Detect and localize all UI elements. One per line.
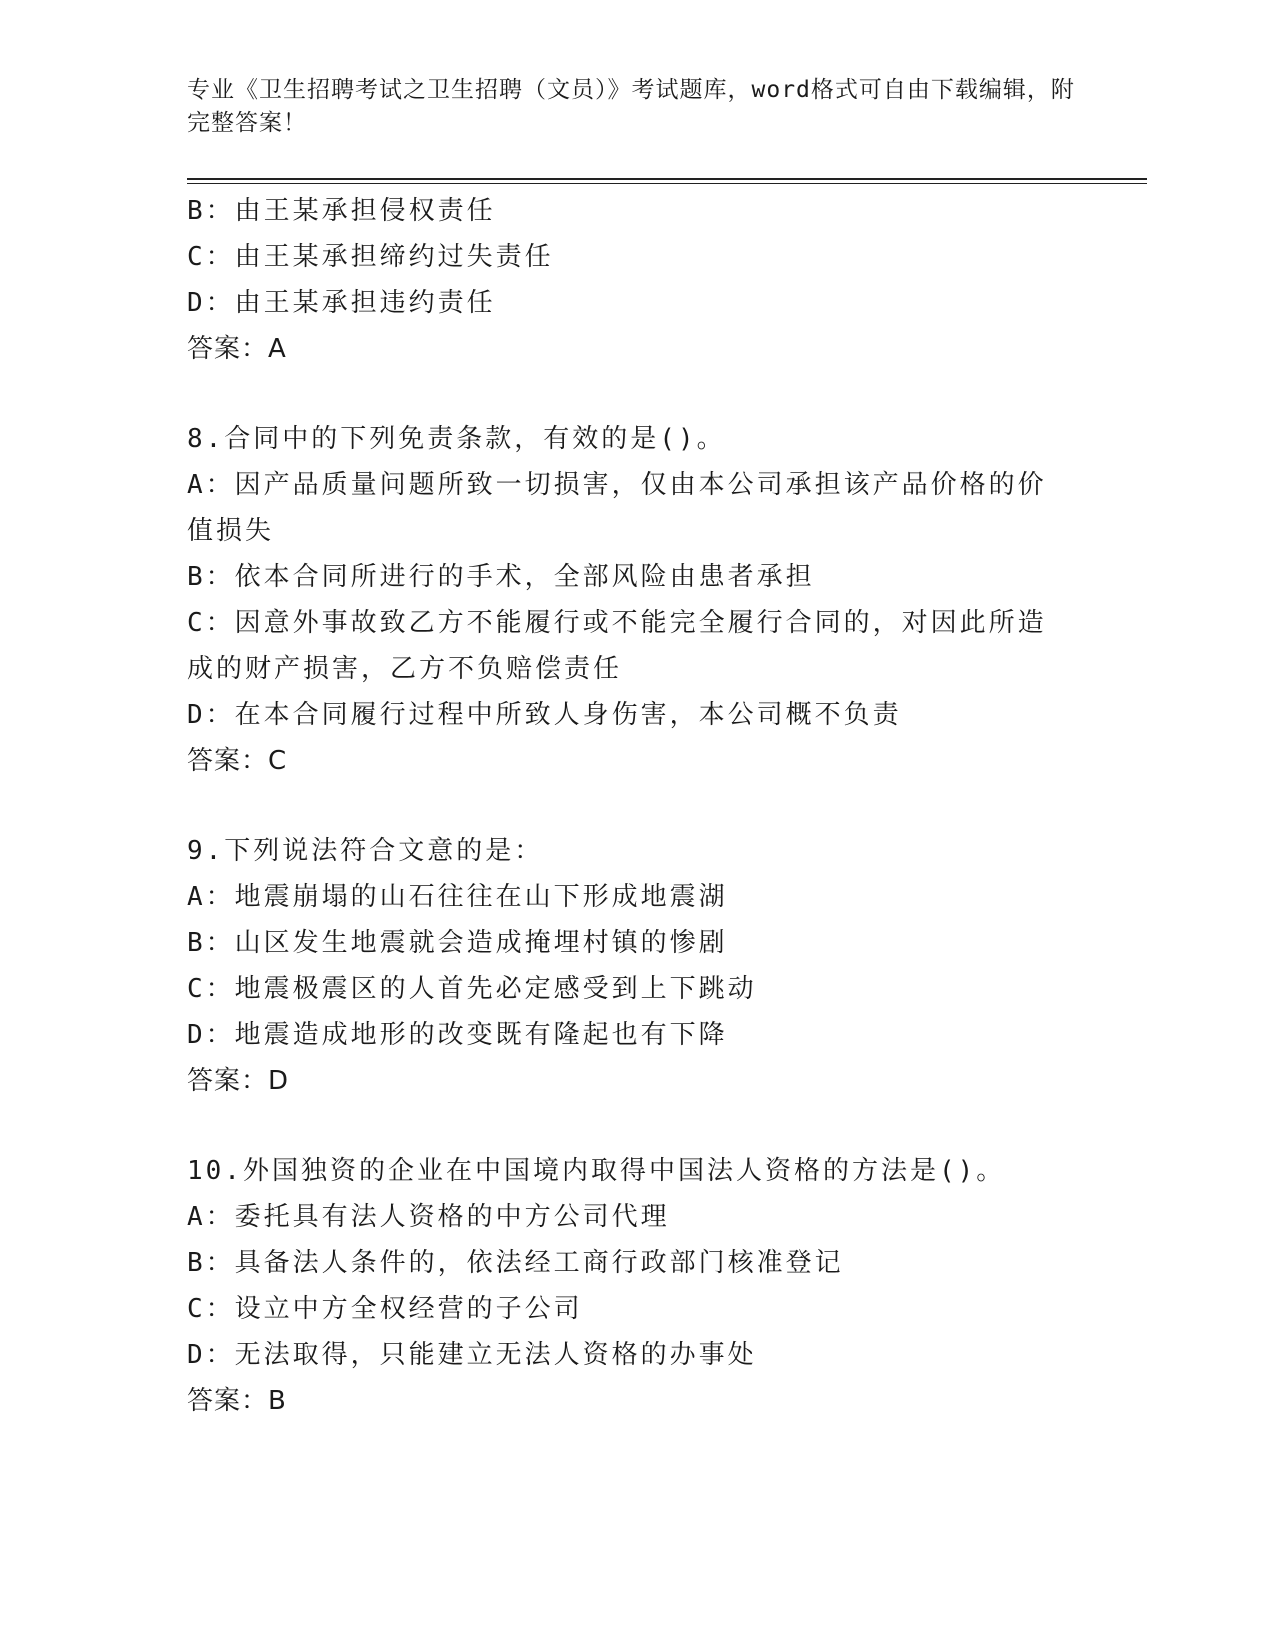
q8-question: 8.合同中的下列免责条款，有效的是()。 xyxy=(187,424,726,454)
q7-option-b: B：由王某承担侵权责任 xyxy=(187,196,496,226)
question-list xyxy=(187,188,1087,1424)
q9-option-a: A：地震崩塌的山石往往在山下形成地震湖 xyxy=(187,882,728,912)
spacer xyxy=(187,784,1087,828)
q10-question: 10.外国独资的企业在中国境内取得中国法人资格的方法是()。 xyxy=(187,1156,1006,1186)
q10-option-c: C：设立中方全权经营的子公司 xyxy=(187,1294,583,1324)
q9-question: 9.下列说法符合文意的是： xyxy=(187,836,544,866)
q9-option-d: D：地震造成地形的改变既有隆起也有下降 xyxy=(187,1020,728,1050)
spacer xyxy=(187,372,1087,416)
q8-option-d: D：在本合同履行过程中所致人身伤害，本公司概不负责 xyxy=(187,700,902,730)
q8-option-a: A：因产品质量问题所致一切损害，仅由本公司承担该产品价格的价值损失 xyxy=(187,470,1047,546)
q10-option-a: A：委托具有法人资格的中方公司代理 xyxy=(187,1202,670,1232)
q9-answer: 答案：D xyxy=(187,1066,290,1096)
header-rule-thick xyxy=(187,178,1147,180)
q7-option-d: D：由王某承担违约责任 xyxy=(187,288,496,318)
q10-answer: 答案：B xyxy=(187,1386,287,1416)
q8-option-b: B：依本合同所进行的手术，全部风险由患者承担 xyxy=(187,562,815,592)
q7-answer: 答案：A xyxy=(187,334,287,364)
header-rule-thin xyxy=(187,183,1147,184)
q8-option-c: C：因意外事故致乙方不能履行或不能完全履行合同的，对因此所造成的财产损害，乙方不负赔偿责任 xyxy=(187,608,1047,684)
q9-option-c: C：地震极震区的人首先必定感受到上下跳动 xyxy=(187,974,757,1004)
q10-option-d: D：无法取得，只能建立无法人资格的办事处 xyxy=(187,1340,757,1370)
page-header: 专业《卫生招聘考试之卫生招聘（文员）》考试题库，word格式可自由下载编辑，附完整答案！ xyxy=(187,77,1075,136)
spacer xyxy=(187,1104,1087,1148)
q8-answer: 答案：C xyxy=(187,746,288,776)
q7-option-c: C：由王某承担缔约过失责任 xyxy=(187,242,554,272)
q9-option-b: B：山区发生地震就会造成掩埋村镇的惨剧 xyxy=(187,928,728,958)
q10-option-b: B：具备法人条件的，依法经工商行政部门核准登记 xyxy=(187,1248,844,1278)
